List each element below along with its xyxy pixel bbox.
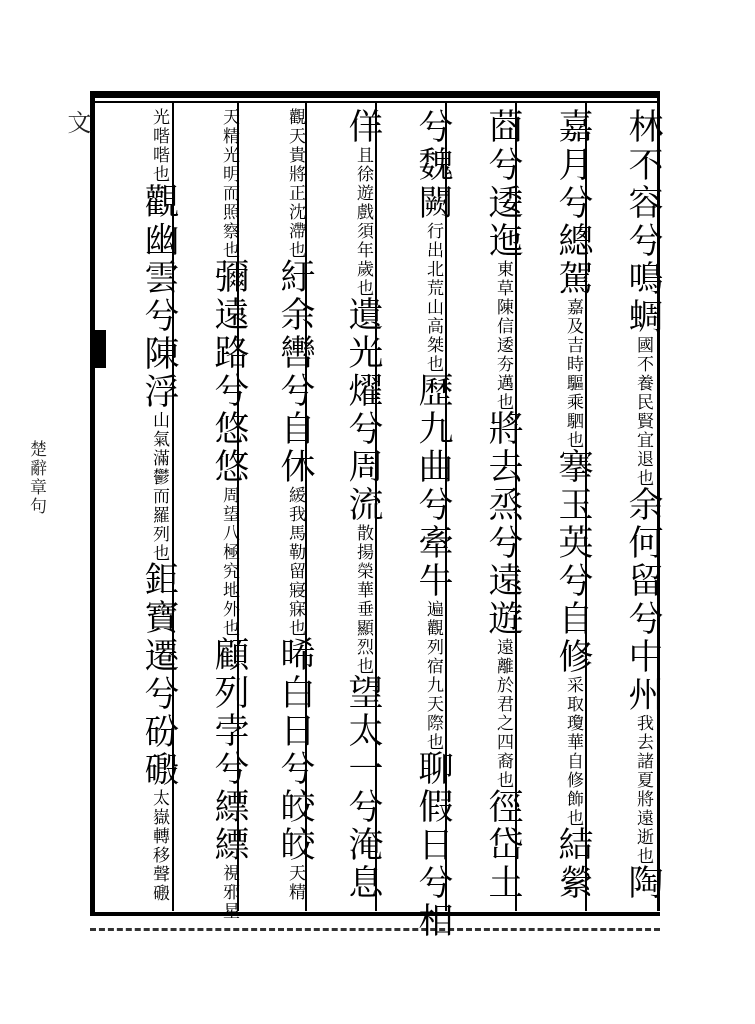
commentary-note: 天精光明而照察也 <box>219 108 239 260</box>
main-text: 彌遠路兮悠悠 <box>209 258 249 486</box>
commentary-note: 緩我馬勒留寢寐也 <box>285 486 305 638</box>
text-column <box>310 108 383 908</box>
commentary-note: 光喈喈也 <box>149 108 169 184</box>
bottom-dashed-border <box>90 928 660 931</box>
cropped-fragment-text: 文 <box>63 110 91 134</box>
text-column <box>176 108 249 921</box>
commentary-note: 周望八極究地外也 <box>219 486 239 638</box>
commentary-note: 國不養民賢宜退也 <box>633 336 653 488</box>
main-text: 觀幽雲兮陳浮 <box>139 183 179 411</box>
main-text: 顧列孛兮縹縹 <box>209 636 249 864</box>
text-column <box>520 108 593 908</box>
main-text: 嘉月兮總駕 <box>553 108 593 298</box>
commentary-note: 視邪星 <box>219 864 239 921</box>
main-text: 鉅寶遷兮砏磤 <box>139 561 179 789</box>
main-text: 兮魏闕 <box>413 108 453 222</box>
commentary-note: 天精 <box>285 864 305 902</box>
main-text: 陶 <box>623 864 663 902</box>
commentary-note: 嘉及吉時驅乘駟也 <box>563 298 583 450</box>
main-text: 佯 <box>343 108 383 146</box>
text-column <box>242 108 315 908</box>
commentary-note: 行出北荒山高桀也 <box>423 222 443 374</box>
fishtail-mark <box>92 330 106 368</box>
commentary-note: 遠離於君之四裔也 <box>493 638 513 790</box>
text-column <box>106 108 179 908</box>
text-column <box>450 108 523 908</box>
main-text: 將去烝兮遠遊 <box>483 410 523 638</box>
commentary-note: 山氣滿鬱而羅列也 <box>149 411 169 563</box>
main-text: 晞白日兮皎皎 <box>275 636 315 864</box>
commentary-note: 東草陳信逶夯邁也 <box>493 260 513 412</box>
text-column <box>380 108 453 940</box>
text-column <box>590 108 663 908</box>
top-border-inner <box>95 101 660 103</box>
top-border <box>95 91 660 98</box>
main-text: 徑岱土 <box>483 788 523 902</box>
commentary-note: 遍觀列宿九天際也 <box>423 600 443 752</box>
commentary-note: 采取瓊華自修飾也 <box>563 676 583 828</box>
main-text: 歷九曲兮牽牛 <box>413 372 453 600</box>
commentary-note: 觀天貴將正沈滯也 <box>285 108 305 260</box>
main-text: 余何留兮中州 <box>623 486 663 714</box>
main-text: 結縈 <box>553 826 593 902</box>
left-edge-border <box>90 91 95 916</box>
bottom-border <box>90 912 660 916</box>
main-text: 林不容兮鳴蜩 <box>623 108 663 336</box>
commentary-note: 我去諸夏將遠逝也 <box>633 714 653 866</box>
margin-title: 楚辭章句 <box>26 440 46 516</box>
commentary-note: 散揚榮華垂顯烈也 <box>353 524 373 676</box>
main-text: 紆余轡兮自休 <box>275 258 315 486</box>
main-text: 望太一兮淹息 <box>343 674 383 902</box>
main-text: 搴玉英兮自修 <box>553 448 593 676</box>
main-text: 聊假日兮相 <box>413 750 453 940</box>
commentary-note: 且徐遊戲須年歲也 <box>353 146 373 298</box>
main-text: 莔兮逶迤 <box>483 108 523 260</box>
main-text: 遺光燿兮周流 <box>343 296 383 524</box>
commentary-note: 太嶽轉移聲磤 <box>149 789 169 903</box>
